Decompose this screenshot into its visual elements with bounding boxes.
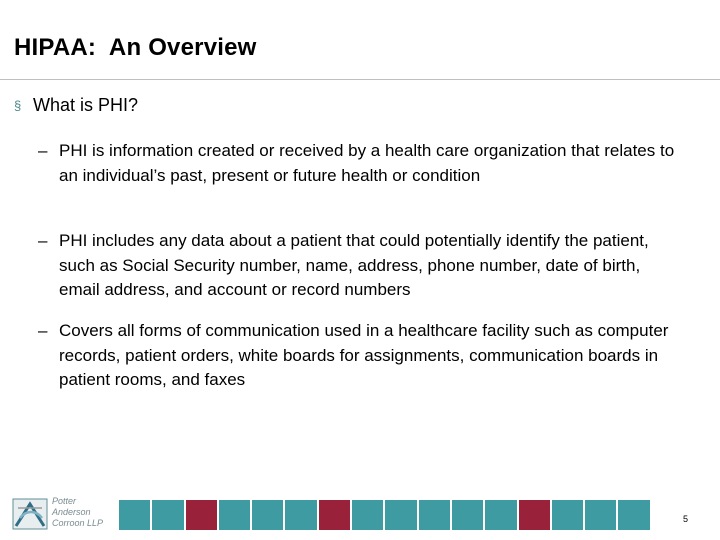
footer-square	[119, 500, 150, 530]
main-bullet	[14, 94, 138, 117]
logo-line: Potter	[52, 496, 77, 506]
slide-title: HIPAA: An Overview	[14, 34, 257, 61]
subpoint	[38, 319, 678, 393]
footer-square	[352, 500, 383, 530]
bullet-marker-icon: §	[14, 98, 22, 113]
footer-square	[152, 500, 183, 530]
page-number: 5	[683, 514, 689, 524]
title-divider	[0, 79, 720, 80]
subpoint-text: PHI includes any data about a patient that could potentially identify the patient, such as Social Security number, name, address, phone number, date of birth, email address, and account or record numbers	[59, 231, 649, 299]
logo-line: Corroon LLP	[52, 518, 104, 528]
subpoint-text: PHI is information created or received by a health care organization that relates to an individual’s past, present or future health or condition	[59, 141, 675, 185]
dash-icon: –	[38, 141, 48, 160]
footer-square	[618, 500, 649, 530]
footer-square	[552, 500, 583, 530]
footer-square	[252, 500, 283, 530]
footer-square	[452, 500, 483, 530]
company-logo	[12, 496, 118, 532]
footer-square	[219, 500, 250, 530]
footer-square	[585, 500, 616, 530]
logo-line: Anderson	[52, 507, 91, 517]
footer-square	[485, 500, 516, 530]
main-bullet-text: What is PHI?	[33, 95, 139, 115]
footer-color-band	[119, 500, 650, 530]
dash-icon: –	[38, 231, 48, 250]
dash-icon: –	[38, 321, 48, 340]
footer-square	[285, 500, 316, 530]
logo-mark-icon	[12, 496, 50, 532]
logo-wordmark	[52, 496, 103, 529]
footer-square	[186, 500, 217, 530]
footer-square	[419, 500, 450, 530]
subpoint	[38, 229, 678, 303]
footer-square	[385, 500, 416, 530]
subpoint-text: Covers all forms of communication used in a healthcare facility such as computer records, patient orders, white boards for assignments, communication boards in patient rooms, and faxes	[59, 321, 669, 389]
footer-square	[519, 500, 550, 530]
footer-square	[319, 500, 350, 530]
subpoint	[38, 139, 678, 188]
